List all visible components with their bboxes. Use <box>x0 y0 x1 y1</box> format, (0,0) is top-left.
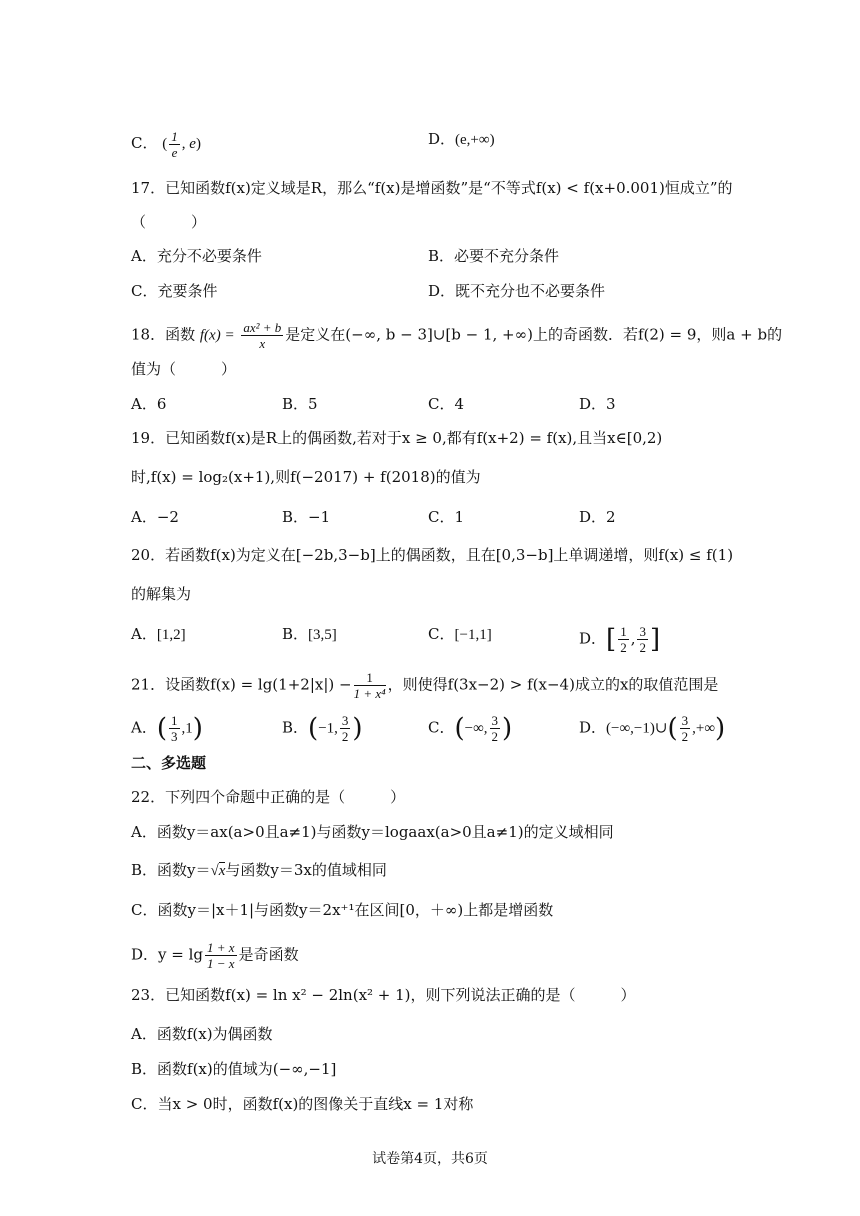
q19-option-c: C．1 <box>428 508 465 526</box>
q18-post: 是定义在(−∞, b − 3]∪[b − 1, +∞)上的奇函数．若f(2) = 9，则a + b的 <box>285 325 783 344</box>
q22-option-d <box>131 940 299 971</box>
q18-option-b: B．5 <box>282 395 318 413</box>
q17-option-b: B．必要不充分条件 <box>428 247 560 265</box>
q19-option-b: B．−1 <box>282 508 331 526</box>
q22-b-post: 与函数y＝3x的值域相同 <box>225 861 387 879</box>
q22-d-pre: D．y = lg <box>131 945 204 964</box>
sqrt-sign: √ <box>210 863 219 879</box>
q19-option-a: A．−2 <box>131 508 179 526</box>
q22-option-b <box>131 860 387 881</box>
q22-d-post: 是奇函数 <box>238 945 299 964</box>
frac-num: 3 <box>491 713 499 728</box>
q20-option-c <box>428 624 492 645</box>
q21-option-b: B．(−1, $\frac{3}{2}$ ) <box>282 713 363 744</box>
q23-option-b: B．函数f(x)的值域为(−∞,−1] <box>131 1060 337 1078</box>
frac-num: 1 <box>354 670 386 686</box>
q17-stem: 17．已知函数f(x)定义域是R，那么“f(x)是增函数”是“不等式f(x) < f(x+0.001)恒成立”的 <box>131 179 733 197</box>
q16-option-d <box>428 129 495 150</box>
q19-line2: 时,f(x) = log₂(x+1),则f(−2017) + f(2018)的值为 <box>131 468 481 486</box>
frac-num: 1 <box>171 713 178 728</box>
q21-pre: 21．设函数f(x) = lg(1+2|x|) − <box>131 675 352 694</box>
radicand: x <box>218 863 226 879</box>
q20-line2: 的解集为 <box>131 585 192 603</box>
frac-num: 1 <box>620 624 627 639</box>
q23-option-a: A．函数f(x)为偶函数 <box>131 1025 273 1043</box>
frac-den: 2 <box>639 640 646 655</box>
q19-line1: 19．已知函数f(x)是R上的偶函数,若对于x ≥ 0,都有f(x+2) = f(x),且当x∈[0,2) <box>131 429 663 447</box>
q21-option-c: C．(−∞, $\frac{3}{2}$ ) <box>428 713 513 744</box>
q16-option-c <box>131 129 201 160</box>
q19-option-d: D．2 <box>579 508 616 526</box>
q18-fx: f(x) = <box>199 327 235 344</box>
q21-option-d: D．(−∞,−1)∪( $\frac{3}{2}$ ,+∞) <box>579 713 726 744</box>
q21-a-rest: ,1 <box>181 720 193 737</box>
q16-optc-expr: ( $\frac{1}{e}$ , e) <box>162 129 201 160</box>
q22-stem: 22．下列四个命题中正确的是（ ） <box>131 788 406 806</box>
page-footer: 试卷第4页，共6页 <box>372 1151 488 1167</box>
q23-stem: 23．已知函数f(x) = ln x² − 2ln(x² + 1)，则下列说法正确的是（ ） <box>131 986 636 1004</box>
q17-option-c: C．充要条件 <box>131 282 218 300</box>
q20-option-b <box>282 624 337 645</box>
q18-pre: 18．函数 <box>131 325 196 344</box>
option-label: C． <box>131 133 158 152</box>
q21-stem <box>131 670 718 701</box>
q21-d-pre: (−∞,−1)∪ <box>606 720 668 737</box>
q22-option-a: A．函数y＝ax(a>0且a≠1)与函数y＝logaax(a>0且a≠1)的定义域相同 <box>131 823 614 841</box>
q21-option-a: A．( $\frac{1}{3}$ ,1) <box>131 713 203 744</box>
option-label: C． <box>428 625 455 643</box>
q20-c-val: [−1,1] <box>454 627 492 643</box>
frac-den: 1 + x⁴ <box>353 686 386 701</box>
q20-a-val: [1,2] <box>156 627 186 643</box>
option-label: D． <box>428 130 456 148</box>
frac-num: 3 <box>341 713 349 728</box>
frac-num: 3 <box>639 624 646 639</box>
q17-option-d: D．既不充分也不必要条件 <box>428 282 606 300</box>
optc-rest: e <box>189 135 196 152</box>
q20-b-val: [3,5] <box>308 627 337 643</box>
frac-den: 3 <box>171 729 178 744</box>
q23-option-c: C．当x > 0时，函数f(x)的图像关于直线x = 1对称 <box>131 1095 474 1113</box>
q21-c-pre: −∞, <box>464 720 488 737</box>
option-label: D． <box>579 718 607 737</box>
q20-line1: 20．若函数f(x)为定义在[−2b,3−b]上的偶函数，且在[0,3−b]上单调递增，则f(x) ≤ f(1) <box>131 546 734 564</box>
q21-b-pre: −1, <box>318 720 338 737</box>
frac-num: 1 <box>171 129 178 144</box>
frac-den: 2 <box>681 729 689 744</box>
frac-den: 2 <box>491 729 499 744</box>
frac-den: 2 <box>620 640 627 655</box>
q18-option-a: A．6 <box>131 395 167 413</box>
q21-post: ，则使得f(3x−2) > f(x−4)成立的x的取值范围是 <box>387 675 719 694</box>
q16-optd-expr: (e,+∞) <box>455 132 495 148</box>
q18-line2: 值为（ ） <box>131 360 237 378</box>
frac-den: 2 <box>341 729 349 744</box>
q18-option-d: D．3 <box>579 395 616 413</box>
option-label: A． <box>131 625 157 643</box>
section-title-multi-choice: 二、多选题 <box>131 754 207 772</box>
option-label: B． <box>282 718 309 737</box>
frac-den: x <box>259 336 266 351</box>
q18-option-c: C．4 <box>428 395 465 413</box>
option-label: C． <box>428 718 455 737</box>
option-label: A． <box>131 718 157 737</box>
q17-paren: （ ） <box>131 213 207 231</box>
q20-option-a <box>131 624 186 645</box>
q22-b-pre: B．函数y＝ <box>131 861 211 879</box>
q18-stem <box>131 320 782 351</box>
frac-den: 1 − x <box>207 956 235 971</box>
q18-fraction <box>241 320 283 351</box>
frac-num: ax² + b <box>243 320 282 335</box>
frac-num: 1 + x <box>207 940 235 955</box>
frac-num: 3 <box>681 713 689 728</box>
q21-d-rest: ,+∞ <box>692 720 716 737</box>
option-label: B． <box>282 625 309 643</box>
q17-option-a: A．充分不必要条件 <box>131 247 262 265</box>
q22-option-c: C．函数y＝|x＋1|与函数y＝2x⁺¹在区间[0，＋∞)上都是增函数 <box>131 901 554 919</box>
q20-option-d: D．[ $\frac{1}{2}$ , $\frac{3}{2}$ ] <box>579 624 661 655</box>
option-label: D． <box>579 629 607 648</box>
frac-den: e <box>171 145 178 160</box>
